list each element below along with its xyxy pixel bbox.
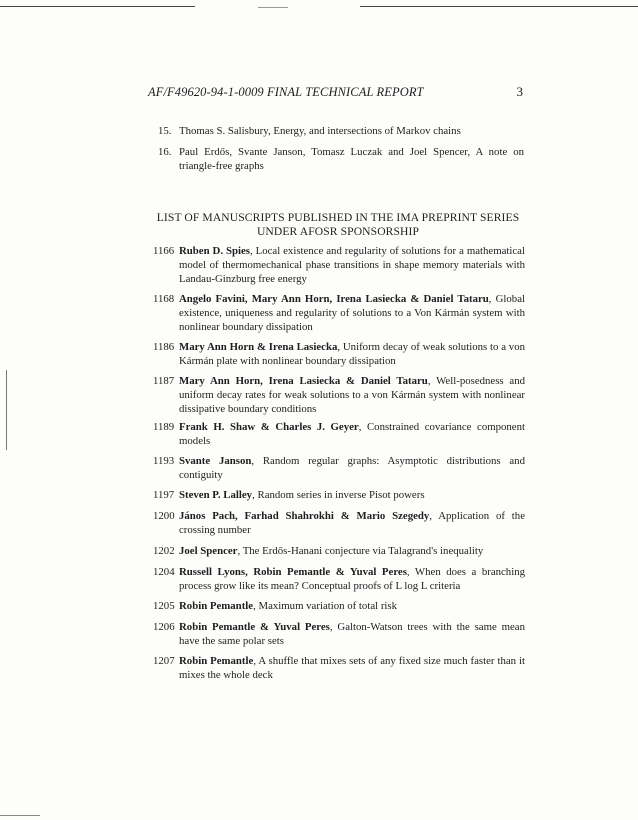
preprint-number: 1193 [153,455,175,467]
scan-edge-line [258,7,288,8]
manuscript-authors: Russell Lyons, Robin Pemantle & Yuval Peres [179,566,407,578]
manuscript-title: , Random series in inverse Pisot powers [252,489,425,501]
preprint-number: 1202 [153,545,175,557]
manuscript-authors: János Pach, Farhad Shahrokhi & Mario Szegedy [179,510,430,522]
manuscript-title: , The Erdős-Hanani conjecture via Talagrand's inequality [237,545,484,557]
preprint-number: 1187 [153,375,175,387]
reference-text: Thomas S. Salisbury, Energy, and intersections of Markov chains [179,125,461,137]
manuscript-authors: Robin Pemantle [179,600,254,612]
preprint-number: 1207 [153,655,175,667]
preprint-number: 1186 [153,341,175,353]
manuscript-item [153,655,525,683]
manuscript-title: , Uniform decay of weak solutions to a von Kármán plate with nonlinear boundary dissipation [179,341,525,367]
manuscript-item [153,245,525,286]
preprint-number: 1197 [153,489,175,501]
reference-number: 15. [158,125,172,137]
section-heading-line: LIST OF MANUSCRIPTS PUBLISHED IN THE IMA PREPRINT SERIES [156,211,520,224]
manuscript-title: , Constrained covariance component models [179,421,526,447]
manuscript-title: , Local existence and regularity of solutions for a mathematical model of thermomechanical phase transitions in shape memory materials with Landau-Ginzburg free energy [179,245,525,285]
manuscript-authors: Robin Pemantle [179,655,254,667]
manuscript-authors: Angelo Favini, Mary Ann Horn, Irena Lasiecka & Daniel Tataru [179,293,489,305]
manuscript-authors: Ruben D. Spies [179,245,250,257]
manuscript-title: , A shuffle that mixes sets of any fixed size much faster than it mixes the whole deck [179,655,525,681]
preprint-number: 1206 [153,621,175,633]
reference-item [158,146,524,174]
reference-text: Paul Erdős, Svante Janson, Tomasz Luczak and Joel Spencer, A note on triangle-free graphs [179,146,524,172]
scan-edge-line [0,815,40,816]
manuscript-title: , When does a branching process grow like its mean? Conceptual proofs of L log L criteria [179,566,525,592]
preprint-number: 1168 [153,293,175,305]
manuscript-authors: Joel Spencer [179,545,238,557]
reference-item [158,125,524,139]
manuscript-item [153,510,525,538]
reference-number: 16. [158,146,172,158]
page-number: 3 [516,84,523,99]
scan-edge-line [360,6,638,7]
manuscript-item [153,375,525,416]
preprint-number: 1189 [153,421,175,433]
manuscript-authors: Steven P. Lalley [179,489,253,501]
manuscript-title: , Global existence, uniqueness and regularity of solutions to a Von Kármán system with nonlinear boundary dissipation [179,293,525,333]
manuscript-authors: Robin Pemantle & Yuval Peres [179,621,330,633]
manuscript-item [153,421,525,449]
manuscript-title: , Application of the crossing number [179,510,525,536]
manuscript-item [153,566,525,594]
manuscript-authors: Mary Ann Horn, Irena Lasiecka & Daniel Tataru [179,375,428,387]
manuscript-title: , Galton-Watson trees with the same mean have the same polar sets [179,621,526,647]
running-header [148,84,523,100]
manuscript-item [153,341,525,369]
manuscript-item [153,489,525,503]
preprint-number: 1200 [153,510,175,522]
manuscript-authors: Svante Janson [179,455,252,467]
section-heading-line: UNDER AFOSR SPONSORSHIP [256,225,420,238]
manuscript-title: , Random regular graphs: Asymptotic distributions and contiguity [179,455,525,481]
preprint-number: 1205 [153,600,175,612]
manuscript-authors: Mary Ann Horn & Irena Lasiecka [179,341,338,353]
scan-edge-line [0,6,195,7]
section-heading [150,211,526,239]
report-title: AF/F49620-94-1-0009 FINAL TECHNICAL REPORT [148,85,424,99]
manuscript-item [153,600,525,614]
manuscript-item [153,545,525,559]
manuscript-item [153,293,525,334]
scan-margin-line [6,370,7,450]
preprint-number: 1166 [153,245,175,257]
manuscript-item [153,621,525,649]
manuscript-authors: Frank H. Shaw & Charles J. Geyer [179,421,359,433]
manuscript-title: , Maximum variation of total risk [253,600,398,612]
preprint-number: 1204 [153,566,175,578]
manuscript-item [153,455,525,483]
manuscript-title: , Well-posedness and uniform decay rates for weak solutions to a von Kármán system with nonlinear dissipative boundary conditions [179,375,525,415]
